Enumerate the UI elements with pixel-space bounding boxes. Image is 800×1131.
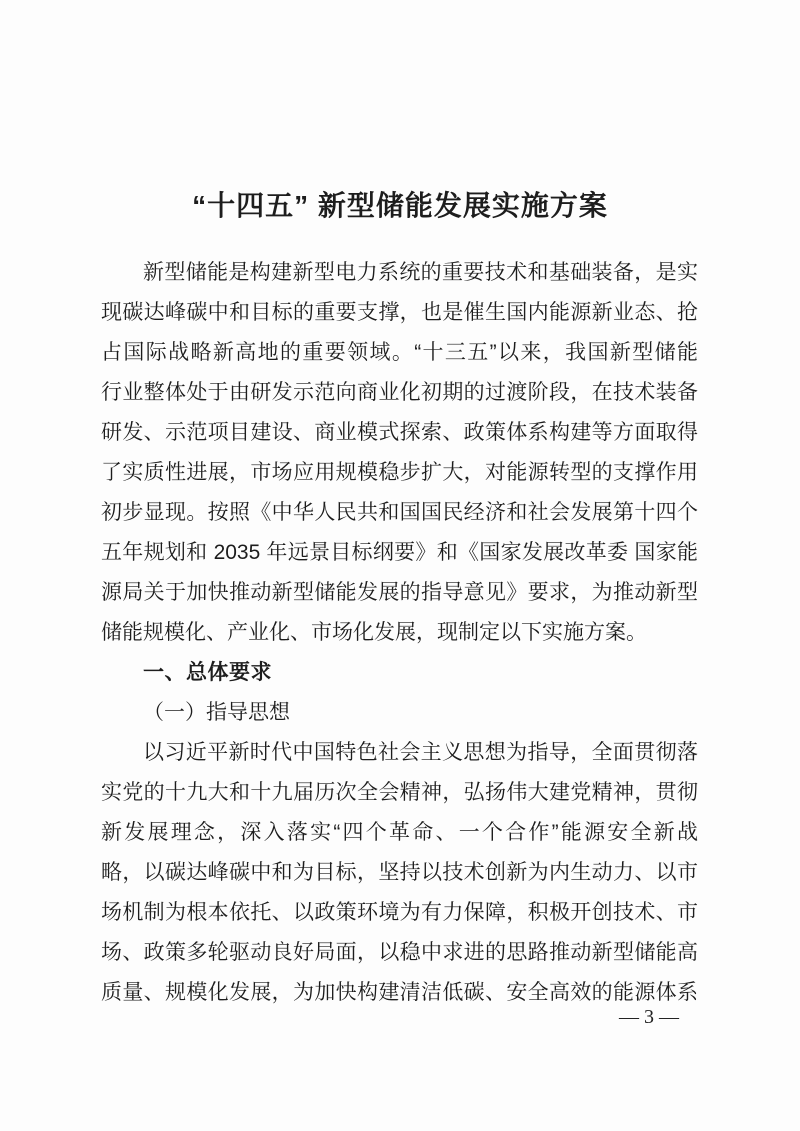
text-line: 初步显现。按照《中华人民共和国国民经济和社会发展第十四个 xyxy=(101,501,698,524)
text-line: （一）指导思想 xyxy=(143,701,290,724)
text-line: 储能规模化、产业化、市场化发展，现制定以下实施方案。 xyxy=(101,621,647,644)
text-line: 占国际战略新高地的重要领域。“十三五”以来，我国新型储能 xyxy=(101,341,698,364)
text-line: 实党的十九大和十九届历次全会精神，弘扬伟大建党精神，贯彻 xyxy=(101,781,698,804)
page-number: — 3 — xyxy=(619,1006,679,1028)
section-heading: 一、总体要求 xyxy=(143,661,272,684)
text-line: 新发展理念，深入落实“四个革命、一个合作”能源安全新战 xyxy=(101,821,698,844)
document-body xyxy=(101,253,698,1013)
document-title: “十四五” 新型储能发展实施方案 xyxy=(192,189,608,221)
text-line: 质量、规模化发展，为加快构建清洁低碳、安全高效的能源体系 xyxy=(101,981,698,1004)
text-line: 以习近平新时代中国特色社会主义思想为指导，全面贯彻落 xyxy=(143,741,698,764)
text-line: 场、政策多轮驱动良好局面，以稳中求进的思路推动新型储能高 xyxy=(101,941,698,964)
text-line: 行业整体处于由研发示范向商业化初期的过渡阶段，在技术装备 xyxy=(101,381,698,404)
text-line: 五年规划和 2035 年远景目标纲要》和《国家发展改革委 国家能 xyxy=(101,541,698,564)
text-line: 源局关于加快推动新型储能发展的指导意见》要求，为推动新型 xyxy=(101,581,698,604)
text-line: 现碳达峰碳中和目标的重要支撑，也是催生国内能源新业态、抢 xyxy=(101,301,698,324)
text-line: 场机制为根本依托、以政策环境为有力保障，积极开创技术、市 xyxy=(101,901,698,924)
text-line: 略，以碳达峰碳中和为目标，坚持以技术创新为内生动力、以市 xyxy=(101,861,698,884)
text-line: 研发、示范项目建设、商业模式探索、政策体系构建等方面取得 xyxy=(101,421,698,444)
text-line: 了实质性进展，市场应用规模稳步扩大，对能源转型的支撑作用 xyxy=(101,461,698,484)
text-line: 新型储能是构建新型电力系统的重要技术和基础装备，是实 xyxy=(143,261,698,284)
